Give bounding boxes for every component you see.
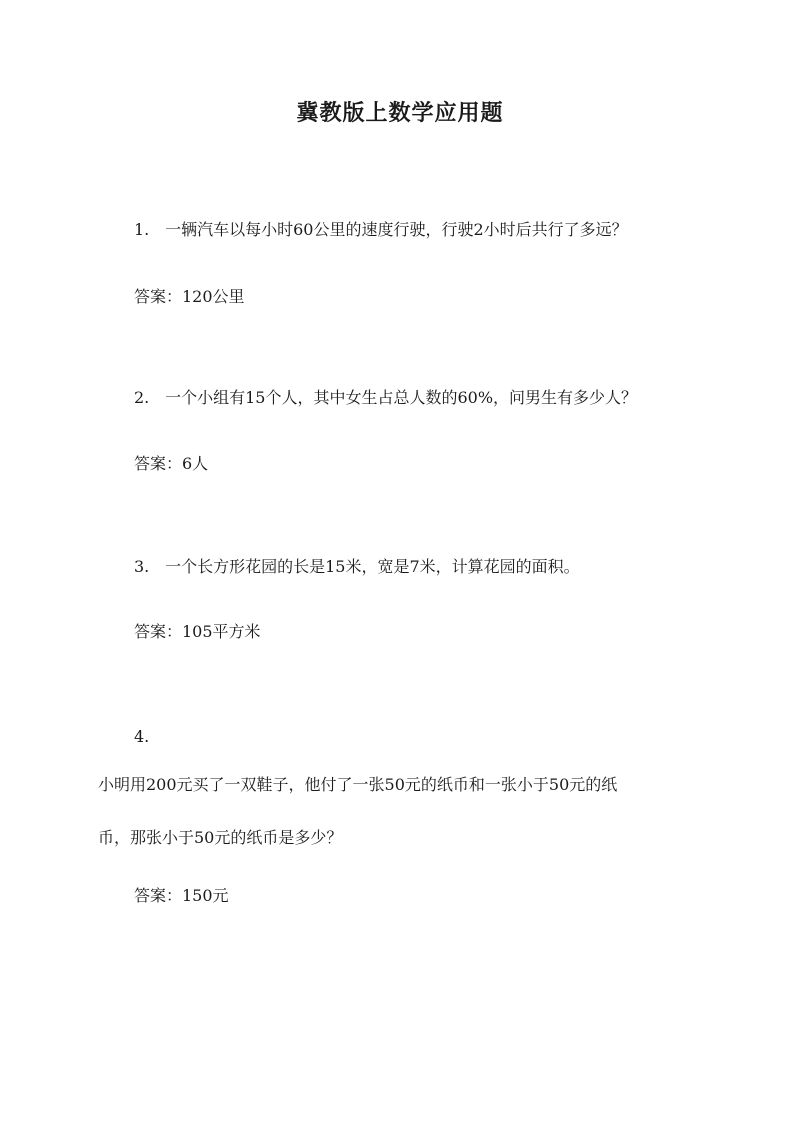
answer-2: 答案：6人 <box>134 454 209 473</box>
document-title: 冀教版上数学应用题 <box>296 100 504 126</box>
question-1 <box>134 218 628 242</box>
question-text: 一个长方形花园的长是15米，宽是7米，计算花园的面积。 <box>165 557 580 576</box>
answer-3: 答案：105平方米 <box>134 622 261 641</box>
answer-4: 答案：150元 <box>134 886 229 905</box>
question-number: 2. <box>134 388 150 407</box>
question-2 <box>134 386 637 410</box>
question-number: 1. <box>134 220 150 239</box>
question-4-text-line-1: 小明用200元买了一双鞋子，他付了一张50元的纸币和一张小于50元的纸 <box>98 775 618 794</box>
question-4-text-line-2: 币，那张小于50元的纸币是多少？ <box>98 828 343 847</box>
question-3 <box>134 555 580 579</box>
question-text: 一辆汽车以每小时60公里的速度行驶，行驶2小时后共行了多远？ <box>165 220 628 239</box>
answer-1: 答案：120公里 <box>134 287 245 306</box>
question-text: 一个小组有15个人，其中女生占总人数的60%，问男生有多少人？ <box>165 388 638 407</box>
question-number: 3. <box>134 557 150 576</box>
question-4-number: 4. <box>134 727 150 746</box>
